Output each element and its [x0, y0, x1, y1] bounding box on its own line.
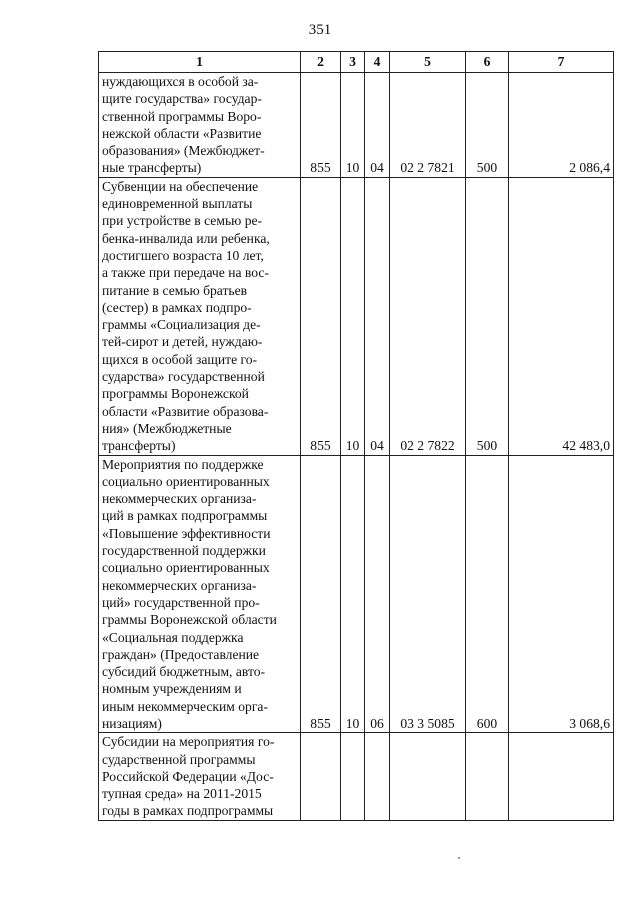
subsection-code: 04 — [365, 73, 390, 178]
description-line: Российской Федерации «Дос- — [102, 768, 274, 784]
description-line: иным некоммерческим орга- — [102, 698, 268, 714]
description-line: Субсидии на мероприятия го- — [102, 734, 275, 750]
amount-value — [509, 733, 614, 820]
column-header: 1 — [99, 52, 301, 73]
description-line: нежской области «Развитие — [102, 125, 262, 141]
row-description — [99, 733, 301, 820]
table-row — [99, 177, 614, 455]
column-header: 4 — [365, 52, 390, 73]
target-article-code: 03 3 5085 — [390, 455, 466, 733]
description-line: граммы «Социализация де- — [102, 317, 261, 333]
table-row — [99, 455, 614, 733]
description-line: граммы Воронежской области — [102, 612, 277, 628]
description-line: «Повышение эффективности — [102, 525, 271, 541]
description-line: питание в семью братьев — [102, 282, 248, 298]
target-article-code — [390, 733, 466, 820]
description-line: области «Развитие образова- — [102, 403, 269, 419]
description-line: образования» (Межбюджет- — [102, 143, 265, 159]
description-line: «Социальная поддержка — [102, 629, 244, 645]
description-line: нуждающихся в особой за- — [102, 74, 259, 89]
subsection-code: 06 — [365, 455, 390, 733]
page-number: 351 — [308, 22, 332, 38]
description-line: сударственной программы — [102, 751, 256, 767]
table-row — [99, 73, 614, 178]
description-line: социально ориентированных — [102, 560, 270, 576]
column-header: 6 — [466, 52, 509, 73]
row-description — [99, 177, 301, 455]
column-header: 5 — [390, 52, 466, 73]
table-body — [99, 73, 614, 821]
description-line: достигшего возраста 10 лет, — [102, 247, 264, 263]
description-line: Субвенции на обеспечение — [102, 178, 259, 194]
ministry-code: 855 — [301, 455, 341, 733]
description-line: социально ориентированных — [102, 473, 270, 489]
description-line: субсидий бюджетным, авто- — [102, 664, 266, 680]
expense-type-code — [466, 733, 509, 820]
expense-type-code: 500 — [466, 177, 509, 455]
target-article-code: 02 2 7822 — [390, 177, 466, 455]
description-line: щихся в особой защите го- — [102, 351, 258, 367]
description-line: государственной поддержки — [102, 543, 266, 559]
subsection-code: 04 — [365, 177, 390, 455]
budget-table — [98, 51, 614, 821]
description-line: трансферты) — [102, 438, 176, 454]
ministry-code: 855 — [301, 177, 341, 455]
description-line: тупная среда» на 2011-2015 — [102, 786, 262, 802]
description-line: щите государства» государ- — [102, 91, 262, 107]
row-description — [99, 73, 301, 178]
description-line: сударства» государственной — [102, 369, 265, 385]
table-header-row — [99, 52, 614, 73]
column-header: 2 — [301, 52, 341, 73]
section-code: 10 — [341, 73, 365, 178]
description-line: ные трансферты) — [102, 160, 202, 176]
amount-value: 3 068,6 — [509, 455, 614, 733]
description-line: при устройстве в семью ре- — [102, 213, 263, 229]
target-article-code: 02 2 7821 — [390, 73, 466, 178]
column-header: 7 — [509, 52, 614, 73]
subsection-code — [365, 733, 390, 820]
ministry-code — [301, 733, 341, 820]
description-line: граждан» (Предоставление — [102, 646, 260, 662]
amount-value: 2 086,4 — [509, 73, 614, 178]
description-line: а также при передаче на вос- — [102, 265, 269, 281]
description-line: бенка-инвалида или ребенка, — [102, 230, 270, 246]
column-header: 3 — [341, 52, 365, 73]
description-line: ственной программы Воро- — [102, 108, 262, 124]
description-line: Мероприятия по поддержке — [102, 456, 264, 472]
description-line: некоммерческих организа- — [102, 577, 257, 593]
description-line: некоммерческих организа- — [102, 491, 257, 507]
section-code — [341, 733, 365, 820]
description-line: годы в рамках подпрограммы — [102, 803, 274, 819]
description-line: ций в рамках подпрограммы — [102, 508, 268, 524]
expense-type-code: 500 — [466, 73, 509, 178]
description-line: тей-сирот и детей, нуждаю- — [102, 334, 263, 350]
description-line: низациям) — [102, 715, 162, 731]
description-line: единовременной выплаты — [102, 196, 253, 212]
scan-speck — [458, 857, 460, 859]
description-line: ций» государственной про- — [102, 594, 260, 610]
description-line: номным учреждениям и — [102, 681, 242, 697]
description-line: ния» (Межбюджетные — [102, 420, 232, 436]
ministry-code: 855 — [301, 73, 341, 178]
description-line: (сестер) в рамках подпро- — [102, 299, 252, 315]
amount-value: 42 483,0 — [509, 177, 614, 455]
section-code: 10 — [341, 177, 365, 455]
row-description — [99, 455, 301, 733]
expense-type-code: 600 — [466, 455, 509, 733]
table-row — [99, 733, 614, 820]
description-line: программы Воронежской — [102, 386, 249, 402]
section-code: 10 — [341, 455, 365, 733]
